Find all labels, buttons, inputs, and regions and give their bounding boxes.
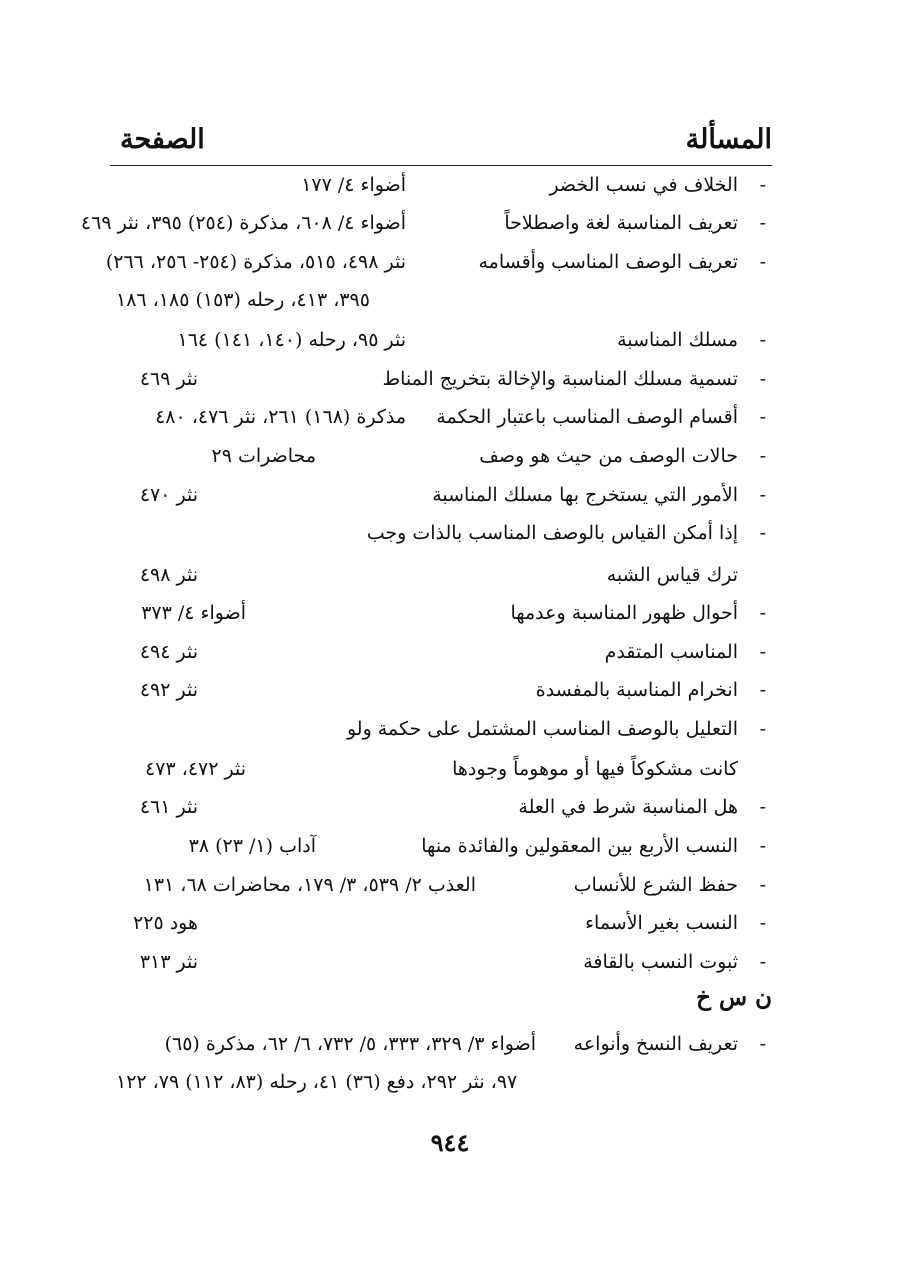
index-row <box>110 321 766 359</box>
index-row <box>110 904 766 942</box>
row-reference: هود ٢٢٥ <box>133 912 198 934</box>
index-row <box>105 243 766 281</box>
row-topic: حفظ الشرع للأنساب <box>573 874 738 896</box>
row-dash: - <box>759 951 766 973</box>
section-heading: ن س خ <box>696 984 772 1011</box>
index-row <box>110 437 766 475</box>
row-topic: مسلك المناسبة <box>617 329 738 351</box>
row-topic: أقسام الوصف المناسب باعتبار الحكمة <box>436 406 738 428</box>
row-dash: - <box>759 406 766 428</box>
index-row <box>110 1025 766 1063</box>
index-row <box>110 710 766 748</box>
index-row <box>110 827 766 865</box>
row-dash: - <box>759 641 766 663</box>
issue-column-title: المسألة <box>685 124 772 155</box>
row-topic: النسب بغير الأسماء <box>585 912 738 934</box>
row-reference: نثر ٤٧٢، ٤٧٣ <box>145 758 246 780</box>
row-reference: نثر ٤٩٨ <box>139 564 198 586</box>
row-reference: نثر ٤٩٤ <box>139 641 198 663</box>
row-dash: - <box>759 484 766 506</box>
row-topic: المناسب المتقدم <box>604 641 738 663</box>
row-reference: نثر ٤٩٨، ٥١٥، مذكرة (٢٥٤- ٢٥٦، ٢٦٦) <box>105 251 406 273</box>
column-header <box>110 118 772 162</box>
row-dash: - <box>759 835 766 857</box>
index-row <box>110 476 766 514</box>
row-topic: التعليل بالوصف المناسب المشتمل على حكمة ولو <box>346 718 738 740</box>
row-reference: نثر ٤٧٠ <box>139 484 198 506</box>
row-dash: - <box>759 718 766 740</box>
row-topic: كانت مشكوكاً فيها أو موهوماً وجودها <box>452 758 738 780</box>
row-topic: تسمية مسلك المناسبة والإخالة بتخريج المناط <box>382 368 738 390</box>
row-reference: أضواء ٤/ ٣٧٣ <box>141 602 246 624</box>
row-topic: الخلاف في نسب الخضر <box>549 174 738 196</box>
row-reference: محاضرات ٢٩ <box>211 445 316 467</box>
index-row <box>110 633 766 671</box>
row-dash: - <box>759 874 766 896</box>
index-row-continuation <box>110 1063 766 1101</box>
index-row <box>80 204 766 242</box>
row-topic: الأمور التي يستخرج بها مسلك المناسبة <box>432 484 738 506</box>
row-reference: نثر ٣١٣ <box>139 951 198 973</box>
page-number: ٩٤٤ <box>430 1128 470 1157</box>
row-reference: نثر ٤٦١ <box>139 796 198 818</box>
row-reference: مذكرة (١٦٨) ٢٦١، نثر ٤٧٦، ٤٨٠ <box>155 406 406 428</box>
row-topic: أحوال ظهور المناسبة وعدمها <box>510 602 738 624</box>
row-dash: - <box>759 212 766 234</box>
row-reference: أضواء ٣/ ٣٢٩، ٣٣٣، ٥/ ٧٣٢، ٦/ ٦٢، مذكرة (٦٥) <box>164 1033 536 1055</box>
row-dash: - <box>759 368 766 390</box>
index-row <box>110 594 766 632</box>
index-row <box>110 556 766 594</box>
row-dash: - <box>759 912 766 934</box>
index-row-continuation <box>110 281 766 319</box>
row-topic: ثبوت النسب بالقافة <box>583 951 738 973</box>
row-reference: العذب ٢/ ٥٣٩، ٣/ ١٧٩، محاضرات ٦٨، ١٣١ <box>143 874 476 896</box>
index-row <box>110 166 766 204</box>
row-dash: - <box>759 796 766 818</box>
row-topic: تعريف الوصف المناسب وأقسامه <box>478 251 738 273</box>
row-topic: تعريف المناسبة لغة واصطلاحاً <box>504 212 738 234</box>
row-topic: انخرام المناسبة بالمفسدة <box>535 679 738 701</box>
index-row <box>110 671 766 709</box>
index-row <box>110 750 766 788</box>
row-reference: آداب (١/ ٢٣) ٣٨ <box>188 835 316 857</box>
index-row <box>110 398 766 436</box>
index-row <box>110 943 766 981</box>
index-row <box>110 514 766 552</box>
row-dash: - <box>759 174 766 196</box>
row-reference: نثر ٤٩٢ <box>139 679 198 701</box>
row-topic: حالات الوصف من حيث هو وصف <box>479 445 738 467</box>
row-topic: إذا أمكن القياس بالوصف المناسب بالذات وجب <box>366 522 738 544</box>
row-topic: النسب الأربع بين المعقولين والفائدة منها <box>421 835 738 857</box>
row-reference: نثر ٤٦٩ <box>139 368 198 390</box>
row-reference-continuation: ٩٧، نثر ٢٩٢، دفع (٣٦) ٤١، رحله (٨٣، ١١٢) ٧٩، ١٢٢ <box>116 1071 518 1093</box>
index-row <box>110 788 766 826</box>
row-reference: أضواء ٤/ ٦٠٨، مذكرة (٢٥٤) ٣٩٥، نثر ٤٦٩ <box>80 212 406 234</box>
row-reference-continuation: ٣٩٥، ٤١٣، رحله (١٥٣) ١٨٥، ١٨٦ <box>116 289 370 311</box>
row-dash: - <box>759 329 766 351</box>
row-dash: - <box>759 522 766 544</box>
row-dash: - <box>759 1033 766 1055</box>
row-dash: - <box>759 251 766 273</box>
row-dash: - <box>759 679 766 701</box>
row-reference: نثر ٩٥، رحله (١٤٠، ١٤١) ١٦٤ <box>177 329 406 351</box>
row-topic: هل المناسبة شرط في العلة <box>518 796 738 818</box>
row-topic: ترك قياس الشبه <box>606 564 738 586</box>
row-dash: - <box>759 602 766 624</box>
index-row <box>110 866 766 904</box>
row-reference: أضواء ٤/ ١٧٧ <box>301 174 406 196</box>
row-topic: تعريف النسخ وأنواعه <box>573 1033 738 1055</box>
row-dash: - <box>759 445 766 467</box>
page-column-title: الصفحة <box>120 124 205 155</box>
index-row <box>110 360 766 398</box>
